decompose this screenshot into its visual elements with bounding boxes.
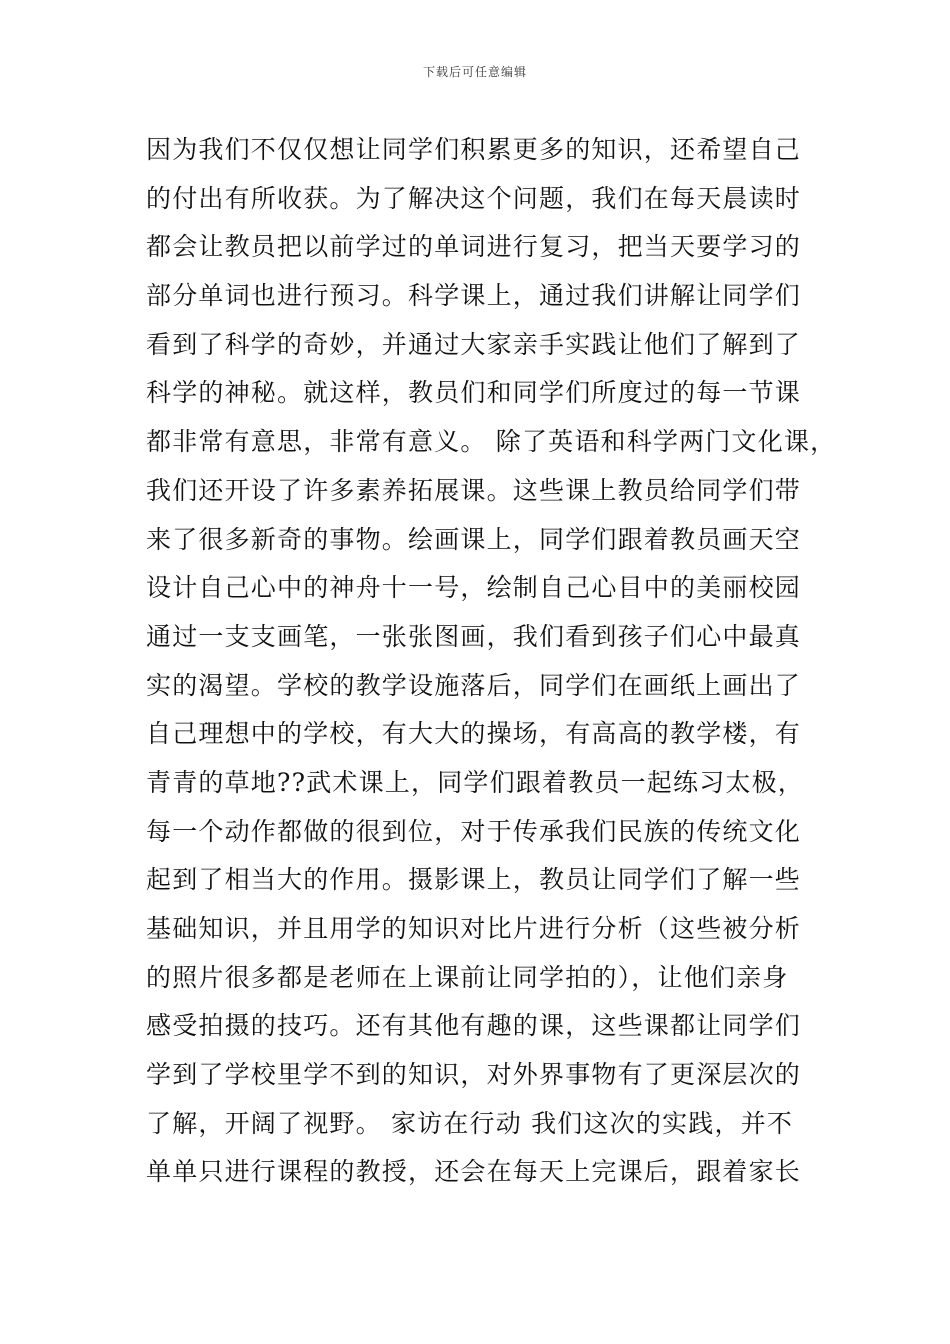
- text-line: 学到了学校里学不到的知识，对外界事物有了更深层次的: [146, 1060, 802, 1090]
- text-line: 我们还开设了许多素养拓展课。这些课上教员给同学们带: [146, 475, 802, 505]
- text-line: 因为我们不仅仅想让同学们积累更多的知识，还希望自己: [146, 135, 802, 164]
- text-line: 看到了科学的奇妙，并通过大家亲手实践让他们了解到了: [146, 329, 802, 359]
- page-header: 下载后可任意编辑: [422, 65, 527, 79]
- text-line: 每一个动作都做的很到位，对于传承我们民族的传统文化: [146, 816, 802, 846]
- text-line: 的付出有所收获。为了解决这个问题，我们在每天晨读时: [146, 183, 802, 213]
- text-line: 实的渴望。学校的教学设施落后，同学们在画纸上画出了: [146, 670, 802, 700]
- text-line: 科学的神秘。就这样，教员们和同学们所度过的每一节课: [146, 378, 802, 408]
- text-line: 来了很多新奇的事物。绘画课上，同学们跟着教员画天空: [146, 524, 802, 554]
- text-line: 感受拍摄的技巧。还有其他有趣的课，这些课都让同学们: [146, 1011, 802, 1041]
- text-line: 都非常有意思，非常有意义。 除了英语和科学两门文化课，: [146, 427, 837, 457]
- text-line: 都会让教员把以前学过的单词进行复习，把当天要学习的: [146, 232, 802, 262]
- text-line: 设计自己心中的神舟十一号，绘制自己心目中的美丽校园: [146, 573, 802, 603]
- text-line: 基础知识，并且用学的知识对比片进行分析（这些被分析: [146, 914, 802, 943]
- body-paragraph: [146, 126, 846, 1197]
- text-line: 单单只进行课程的教授，还会在每天上完课后，跟着家长: [146, 1157, 802, 1187]
- text-line: 青青的草地??武术课上，同学们跟着教员一起练习太极，: [146, 767, 805, 797]
- text-line: 的照片很多都是老师在上课前让同学拍的），让他们亲身: [146, 962, 789, 992]
- text-line: 自己理想中的学校，有大大的操场，有高高的教学楼，有: [146, 719, 802, 749]
- text-line: 了解，开阔了视野。 家访在行动 我们这次的实践，并不: [146, 1108, 794, 1138]
- text-line: 通过一支支画笔，一张张图画，我们看到孩子们心中最真: [146, 621, 802, 651]
- text-line: 起到了相当大的作用。摄影课上，教员让同学们了解一些: [146, 865, 802, 895]
- text-line: 部分单词也进行预习。科学课上，通过我们讲解让同学们: [146, 281, 802, 311]
